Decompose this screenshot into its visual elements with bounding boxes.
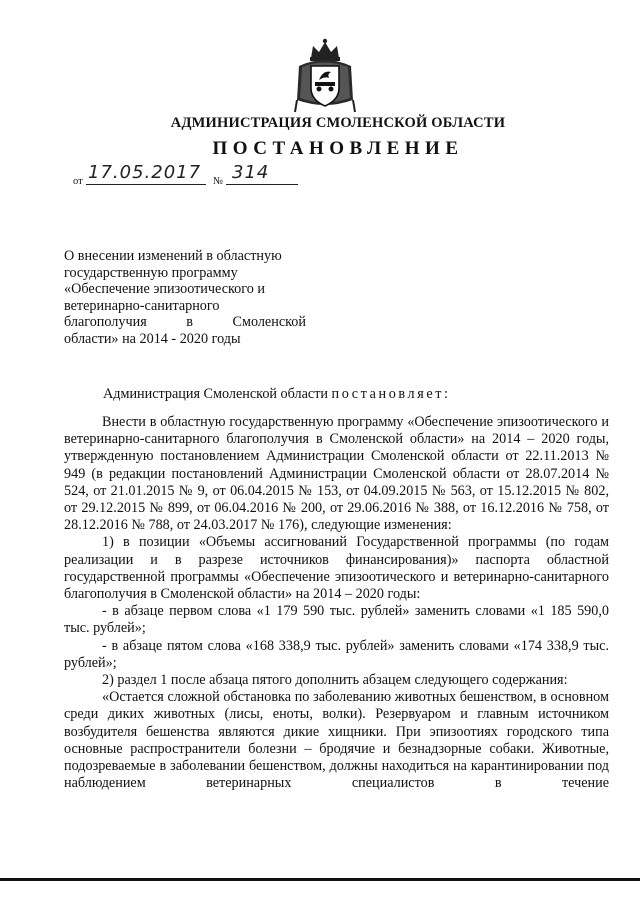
preamble-decree-word: постановляет: (331, 386, 451, 402)
preamble (103, 386, 451, 403)
title-word: благополучия (64, 314, 147, 330)
title-line: ветеринарно-санитарного (64, 297, 220, 314)
document-title (64, 248, 324, 347)
document-body (64, 414, 609, 792)
title-word: в (186, 314, 193, 330)
title-word: Смоленской (232, 314, 306, 330)
title-line (64, 314, 306, 331)
body-paragraph: «Остается сложной обстановка по заболеванию животных бешенством, в основном среди диких животных (лисы, еноты, волки). Резервуаром и главным источником возбудителя бешенства являются дикие хищники. При эпизоотиях городского типа основные распространители болезни – бродячие и безнадзорные собаки. Животные, подозреваемые в заболевании бешенством, должны находиться на карантинировании под наблюдением ветеринарных специалистов в течение (64, 689, 609, 792)
body-paragraph: Внести в областную государственную программу «Обеспечение эпизоотического и ветеринарно-санитарного благополучия в Смоленской области» на 2014 – 2020 годы, утвержденную постановлением Администрации Смоленской области от 22.11.2013 № 949 (в редакции постановлений Администрации Смоленской области от 28.07.2014 № 524, от 21.01.2015 № 9, от 06.04.2015 № 153, от 04.09.2015 № 563, от 15.12.2015 № 802, от 29.12.2015 № 899, от 06.04.2016 № 200, от 29.06.2016 № 388, от 16.12.2016 № 758, от 28.12.2016 № 788, от 24.03.2017 № 176), следующие изменения: (64, 414, 609, 534)
body-paragraph: - в абзаце пятом слова «168 338,9 тыс. рублей» заменить словами «174 338,9 тыс. рублей»; (64, 637, 609, 671)
number-prefix: № (213, 176, 224, 187)
date-underline (86, 184, 206, 185)
date-prefix: от (73, 176, 83, 187)
title-line: государственную программу (64, 264, 238, 281)
coat-of-arms-emblem (293, 36, 357, 116)
date-handwritten: 17.05.2017 (88, 162, 202, 183)
title-line: «Обеспечение эпизоотического и (64, 281, 265, 297)
number-underline (226, 184, 298, 185)
body-paragraph: 1) в позиции «Объемы ассигнований Государственной программы (по годам реализации и в разрезе источников финансирования)» паспорта областной государственной программы «Обеспечение эпизоотического и ветеринарно-санитарного благополучия в Смоленской области» на 2014 – 2020 годы: (64, 534, 609, 603)
title-line: О внесении изменений в областную (64, 248, 282, 264)
title-line: области» на 2014 - 2020 годы (64, 330, 241, 347)
document-type: ПОСТАНОВЛЕНИЕ (212, 138, 464, 159)
preamble-text: Администрация Смоленской области (103, 386, 328, 402)
bottom-scan-edge (0, 878, 640, 881)
number-handwritten: 314 (232, 162, 270, 183)
body-paragraph: - в абзаце первом слова «1 179 590 тыс. рублей» заменить словами «1 185 590,0 тыс. рублей»; (64, 603, 609, 637)
body-paragraph: 2) раздел 1 после абзаца пятого дополнить абзацем следующего содержания: (102, 672, 568, 689)
organization-name: АДМИНИСТРАЦИЯ СМОЛЕНСКОЙ ОБЛАСТИ (170, 115, 506, 131)
